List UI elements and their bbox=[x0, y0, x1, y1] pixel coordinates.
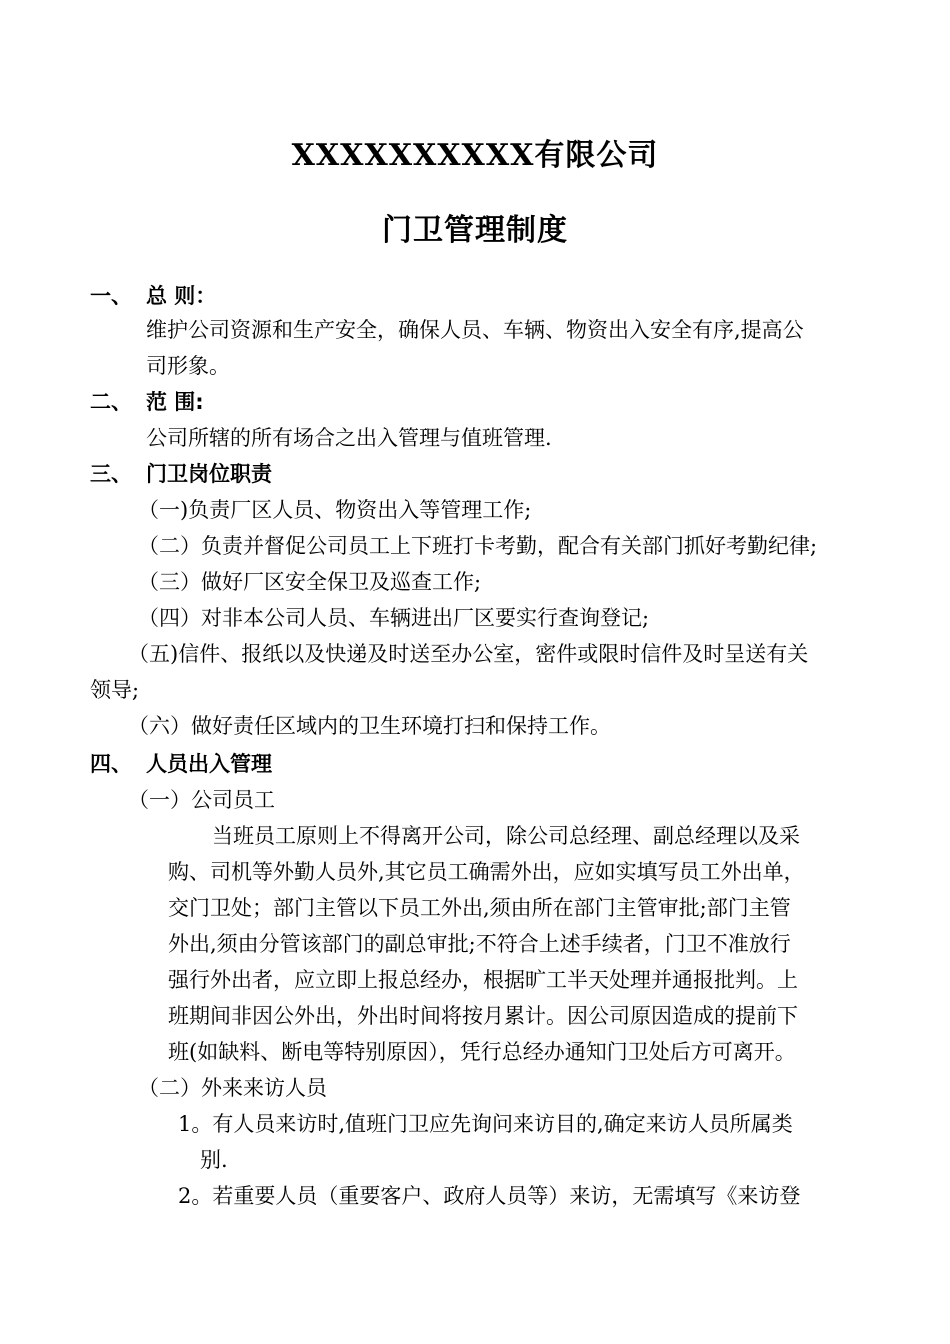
section-number: 一、 bbox=[90, 284, 132, 308]
section-title: 范 围: bbox=[146, 390, 204, 414]
paragraph-line: 维护公司资源和生产安全，确保人员、车辆、物资出入安全有序,提高公 bbox=[146, 318, 804, 342]
section-heading-general bbox=[90, 282, 216, 310]
section-heading-scope bbox=[90, 388, 204, 416]
paragraph-line: 购、司机等外勤人员外,其它员工确需外出，应如实填写员工外出单， bbox=[168, 860, 805, 884]
section-heading-personnel bbox=[90, 750, 272, 778]
numbered-item: 2。若重要人员（重要客户、政府人员等）来访，无需填写《来访登 bbox=[178, 1184, 801, 1208]
numbered-item: 1。有人员来访时,值班门卫应先询问来访目的,确定来访人员所属类 bbox=[178, 1112, 793, 1136]
paragraph-line: 交门卫处；部门主管以下员工外出,须由所在部门主管审批;部门主管 bbox=[168, 896, 791, 920]
subsection-title: （二）外来来访人员 bbox=[138, 1076, 327, 1100]
duty-item-continued: 领导; bbox=[90, 678, 140, 702]
section-title: 总 则： bbox=[146, 284, 217, 308]
section-number: 四、 bbox=[90, 752, 132, 776]
section-title: 人员出入管理 bbox=[146, 752, 272, 776]
paragraph-line: 公司所辖的所有场合之出入管理与值班管理. bbox=[146, 426, 552, 450]
duty-item: （四）对非本公司人员、车辆进出厂区要实行查询登记; bbox=[138, 606, 650, 630]
paragraph-line: 班(如缺料、断电等特别原因），凭行总经办通知门卫处后方可离开。 bbox=[168, 1040, 796, 1064]
paragraph-line: 司形象。 bbox=[146, 354, 230, 378]
paragraph-line: 班期间非因公外出，外出时间将按月累计。因公司原因造成的提前下 bbox=[168, 1004, 798, 1028]
subsection-title: （一）公司员工 bbox=[128, 788, 275, 812]
duty-item: （六）做好责任区域内的卫生环境打扫和保持工作。 bbox=[128, 714, 611, 738]
duty-item: （五)信件、报纸以及快递及时送至办公室，密件或限时信件及时呈送有关 bbox=[128, 642, 809, 666]
company-title: XXXXXXXXXX有限公司 bbox=[291, 138, 659, 173]
section-heading-duties bbox=[90, 460, 272, 488]
duty-item: （一)负责厂区人员、物资出入等管理工作; bbox=[138, 498, 532, 522]
document-title: 门卫管理制度 bbox=[382, 213, 568, 248]
paragraph-line: 当班员工原则上不得离开公司，除公司总经理、副总经理以及采 bbox=[212, 824, 800, 848]
numbered-item-continued: 别. bbox=[200, 1148, 228, 1172]
duty-item: （二）负责并督促公司员工上下班打卡考勤，配合有关部门抓好考勤纪律; bbox=[138, 534, 818, 558]
section-number: 二、 bbox=[90, 390, 132, 414]
duty-item: （三）做好厂区安全保卫及巡查工作; bbox=[138, 570, 482, 594]
paragraph-line: 强行外出者，应立即上报总经办，根据旷工半天处理并通报批判。上 bbox=[168, 968, 798, 992]
paragraph-line: 外出,须由分管该部门的副总审批;不符合上述手续者，门卫不准放行 bbox=[168, 932, 791, 956]
section-number: 三、 bbox=[90, 462, 132, 486]
section-title: 门卫岗位职责 bbox=[146, 462, 272, 486]
